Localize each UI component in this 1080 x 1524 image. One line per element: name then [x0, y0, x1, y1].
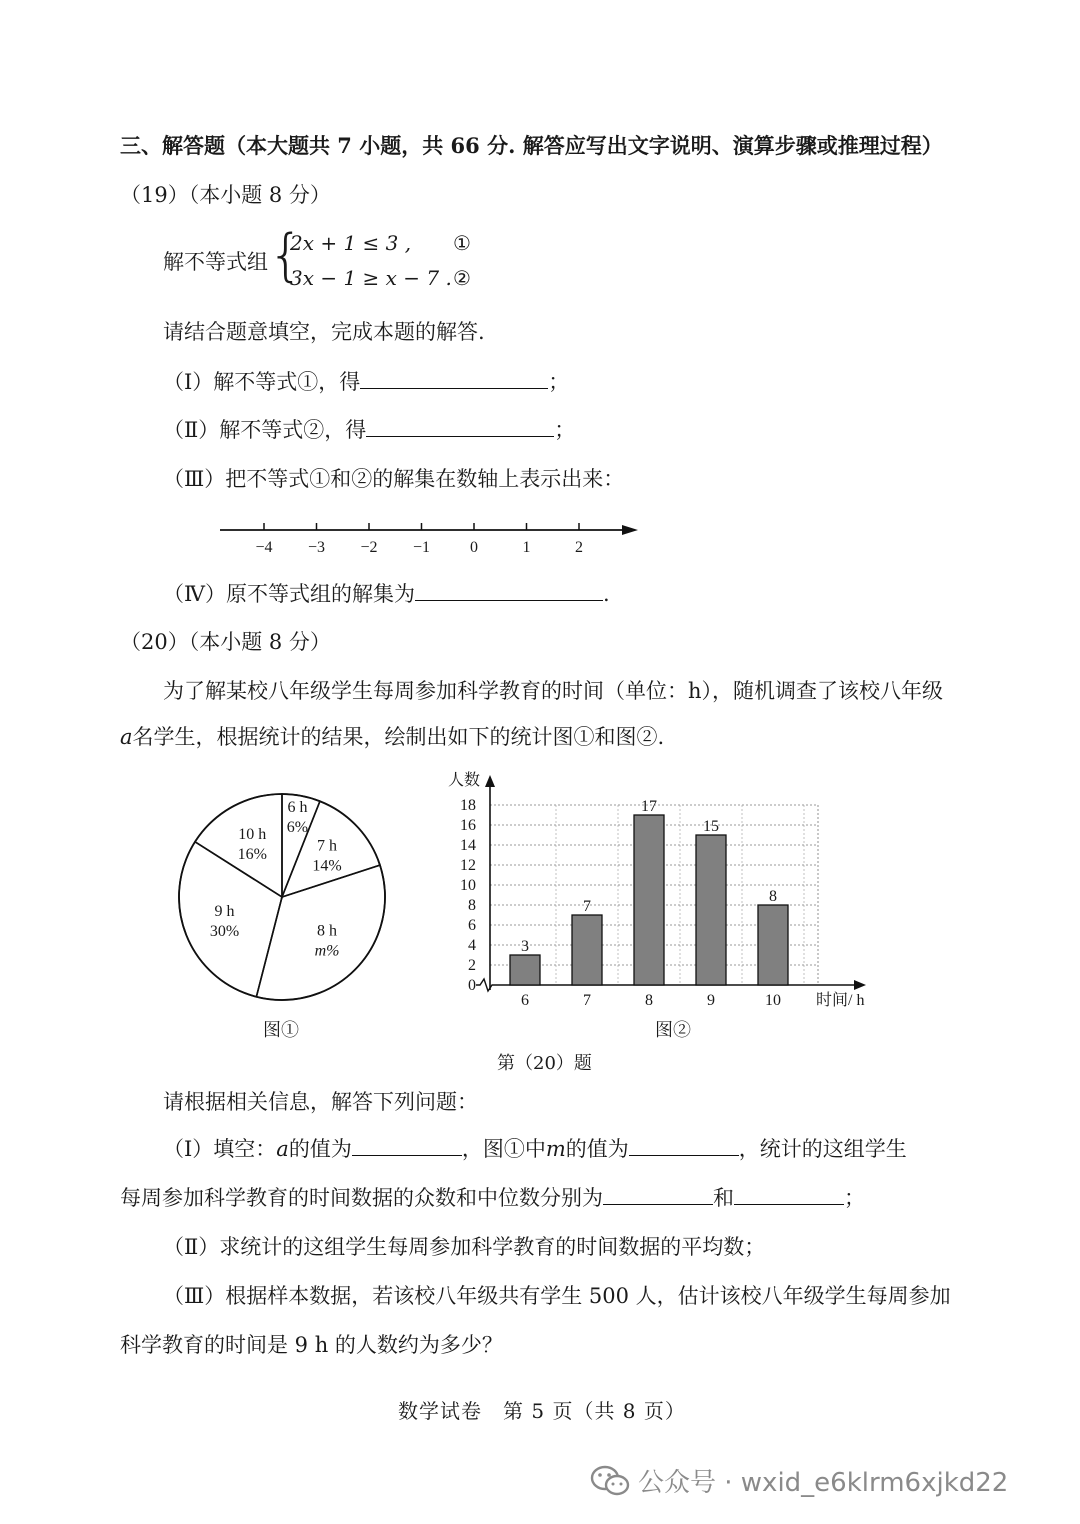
y-tick-label: 12	[460, 857, 476, 874]
answer-blank[interactable]	[734, 1184, 844, 1205]
q19-intro: 解不等式组	[163, 250, 268, 274]
pie-slice-percent: 14%	[312, 857, 342, 875]
answer-blank[interactable]	[415, 580, 603, 601]
q20-intro-line2	[120, 721, 664, 751]
pie-slice-label: 6 h	[287, 799, 308, 817]
q19-header: （19）（本小题 8 分）	[120, 183, 331, 207]
answer-blank[interactable]	[603, 1184, 713, 1205]
watermark-text: 公众号 · wxid_e6klrm6xjkd22	[638, 1468, 1009, 1498]
q20-intro-line2-text: 名学生，根据统计的结果，绘制出如下的统计图①和图②.	[132, 725, 665, 749]
number-line-label: 1	[522, 539, 531, 556]
pie-chart	[170, 785, 394, 1009]
bar-value-label: 3	[521, 938, 529, 955]
x-axis-label: 时间/ h	[816, 992, 865, 1009]
y-tick-label: 10	[460, 877, 476, 894]
q20-part3-line2: 科学教育的时间是 9 h 的人数约为多少？	[120, 1333, 503, 1357]
inequality-1-mark: ①	[453, 231, 471, 255]
y-axis-arrow	[485, 775, 495, 787]
semicolon: ；	[548, 370, 570, 394]
q20-part1-text: ；	[844, 1186, 865, 1210]
pie-slice-percent: m%	[314, 942, 340, 960]
y-tick-label: 18	[460, 797, 476, 814]
q20-part1-text: 每周参加科学教育的时间数据的众数和中位数分别为	[120, 1186, 603, 1210]
number-line-label: −2	[360, 539, 378, 556]
fig2-caption: 图②	[655, 1020, 691, 1041]
inequality-2-mark: ②	[453, 266, 471, 290]
number-line-label: 2	[575, 539, 583, 556]
bar-value-label: 8	[769, 888, 777, 905]
number-line-label: −4	[255, 539, 273, 556]
q20-part1-text: 和	[713, 1186, 734, 1210]
system-brace: {	[268, 223, 304, 288]
fig1-caption: 图①	[263, 1020, 299, 1041]
q20-part1	[163, 1133, 907, 1163]
pie-slice-percent: 16%	[237, 845, 267, 863]
bar	[758, 905, 788, 985]
wechat-icon	[590, 1464, 630, 1498]
q20-part1-line2	[120, 1182, 865, 1212]
y-tick-label: 2	[468, 957, 476, 974]
axis-break	[476, 979, 496, 991]
bar-value-label: 15	[703, 818, 719, 835]
q20-part1-text: 的值为	[565, 1137, 629, 1161]
pie-slice-percent: 30%	[209, 922, 240, 940]
q20-part1-label: （Ⅰ）填空：	[163, 1137, 277, 1161]
pie-slice-percent: 6%	[286, 819, 309, 837]
pie-slice-label: 10 h	[238, 825, 267, 843]
x-tick-label: 8	[645, 992, 653, 1009]
page-footer: 数学试卷 第 5 页（共 8 页）	[398, 1399, 686, 1423]
q20-intro-line1: 为了解某校八年级学生每周参加科学教育的时间（单位：h），随机调查了该校八年级	[163, 679, 944, 703]
pie-slice-label: 8 h	[317, 922, 338, 940]
section-title: 三、解答题（本大题共 7 小题，共 66 分. 解答应写出文字说明、演算步骤或推理过程）	[120, 133, 943, 158]
number-line-label: −1	[412, 539, 431, 556]
bar-value-label: 17	[641, 798, 657, 815]
period: .	[602, 582, 610, 606]
y-tick-label: 14	[460, 837, 476, 854]
y-tick-label: 0	[468, 977, 476, 994]
q19-part4	[163, 578, 610, 608]
q20-header: （20）（本小题 8 分）	[120, 630, 331, 654]
inequality-1: 2x + 1 ≤ 3 ,	[290, 231, 412, 255]
bar	[634, 815, 664, 985]
var-a: a	[120, 725, 133, 749]
q19-part2	[163, 414, 575, 444]
q20-ask: 请根据相关信息，解答下列问题：	[163, 1090, 478, 1114]
bar	[572, 915, 602, 985]
q20-part2: （Ⅱ）求统计的这组学生每周参加科学教育的时间数据的平均数；	[163, 1235, 766, 1259]
bar-chart	[430, 765, 890, 1020]
var-a: a	[276, 1137, 289, 1161]
x-tick-label: 9	[707, 992, 715, 1009]
inequality-2: 3x − 1 ≥ x − 7 .	[290, 266, 452, 290]
q20-part1-text: ，图①中	[461, 1137, 546, 1161]
semicolon: ；	[554, 418, 576, 442]
number-line	[210, 515, 650, 565]
q19-part4-text: （Ⅳ）原不等式组的解集为	[163, 582, 415, 606]
number-line-label: 0	[470, 539, 478, 556]
answer-blank[interactable]	[360, 368, 548, 389]
answer-blank[interactable]	[366, 416, 554, 437]
bar	[510, 955, 540, 985]
q19-part3: （Ⅲ）把不等式①和②的解集在数轴上表示出来：	[163, 467, 625, 491]
y-tick-label: 8	[468, 897, 476, 914]
watermark	[590, 1462, 1008, 1499]
bar-value-label: 7	[583, 898, 591, 915]
figure-caption: 第（20）题	[497, 1053, 592, 1074]
var-m: m	[545, 1137, 566, 1161]
q20-part1-text: 的值为	[288, 1137, 352, 1161]
q19-instruction: 请结合题意填空，完成本题的解答.	[163, 320, 485, 344]
q19-part1	[163, 366, 569, 396]
y-axis-label: 人数	[447, 772, 480, 789]
q19-part2-text: （Ⅱ）解不等式②，得	[163, 418, 367, 442]
bar	[696, 835, 726, 985]
y-tick-label: 4	[468, 937, 476, 954]
x-tick-label: 6	[521, 992, 529, 1009]
q20-part3-line1: （Ⅲ）根据样本数据，若该校八年级共有学生 500 人，估计该校八年级学生每周参加	[163, 1284, 951, 1308]
number-line-arrow	[622, 525, 638, 535]
answer-blank[interactable]	[629, 1135, 739, 1156]
answer-blank[interactable]	[352, 1135, 462, 1156]
pie-slice-label: 9 h	[214, 902, 235, 920]
y-tick-label: 6	[468, 917, 476, 934]
q20-part1-text: ，统计的这组学生	[738, 1137, 907, 1161]
x-tick-label: 7	[583, 992, 591, 1009]
y-tick-label: 16	[460, 817, 476, 834]
q19-part1-text: （Ⅰ）解不等式①，得	[163, 370, 361, 394]
x-axis-arrow	[854, 980, 866, 990]
number-line-label: −3	[307, 539, 326, 556]
x-tick-label: 10	[765, 992, 781, 1009]
pie-slice-label: 7 h	[317, 837, 338, 855]
